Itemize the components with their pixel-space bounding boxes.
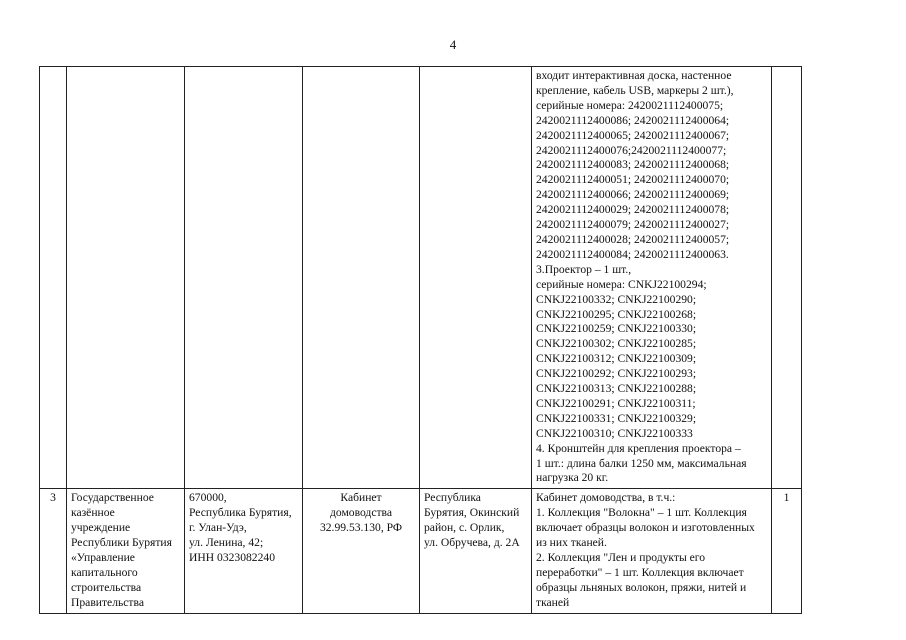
cell-object-name: Кабинет домоводства 32.99.53.130, РФ xyxy=(303,489,420,613)
cell-quantity xyxy=(772,67,802,489)
cell-holder xyxy=(67,67,185,489)
cell-location xyxy=(420,67,532,489)
cell-object-name xyxy=(303,67,420,489)
cell-quantity: 1 xyxy=(772,489,802,613)
cell-description: Кабинет домоводства, в т.ч.: 1. Коллекция "Волокна" – 1 шт. Коллекция включает образцы волокон и изготовленных из них тканей. 2. Коллекция "Лен и продукты его переработки" – 1 шт. Коллекция включает образцы льняных волокон, пряжи, нитей и тканей xyxy=(532,489,772,613)
cell-description: входит интерактивная доска, настенное крепление, кабель USB, маркеры 2 шт.), серийные номера: 2420021112400075; 2420021112400086; 2420021112400064; 2420021112400065; 2420021112400067; 2420021112400076;2420021112400077; 2420021112400083; 2420021112400068; 2420021112400051; 2420021112400070; 2420021112400066; 2420021112400069; 2420021112400029; 2420021112400078; 2420021112400079; 2420021112400027; 2420021112400028; 2420021112400057; 2420021112400084; 2420021112400063. 3.Проектор – 1 шт., серийные номера: CNKJ22100294; CNKJ22100332; CNKJ22100290; CNKJ22100295; CNKJ22100268; CNKJ22100259; CNKJ22100330; CNKJ22100302; CNKJ22100285; CNKJ22100312; CNKJ22100309; CNKJ22100292; CNKJ22100293; CNKJ22100313; CNKJ22100288; CNKJ22100291; CNKJ22100311; CNKJ22100331; CNKJ22100329; CNKJ22100310; CNKJ22100333 4. Кронштейн для крепления проектора – 1 шт.: длина балки 1250 мм, максимальная нагрузка 20 кг. xyxy=(532,67,772,489)
property-table xyxy=(39,66,802,614)
cell-number xyxy=(40,67,67,489)
table-row-3 xyxy=(40,489,802,613)
cell-holder: Государственное казённое учреждение Республики Бурятия «Управление капитального строительства Правительства xyxy=(67,489,185,613)
cell-location: Республика Бурятия, Окинский район, с. Орлик, ул. Обручева, д. 2А xyxy=(420,489,532,613)
cell-number: 3 xyxy=(40,489,67,613)
page-number: 4 xyxy=(449,37,457,52)
table-row-continuation xyxy=(40,67,802,489)
cell-address: 670000, Республика Бурятия, г. Улан-Удэ, ул. Ленина, 42; ИНН 0323082240 xyxy=(185,489,303,613)
cell-address xyxy=(185,67,303,489)
